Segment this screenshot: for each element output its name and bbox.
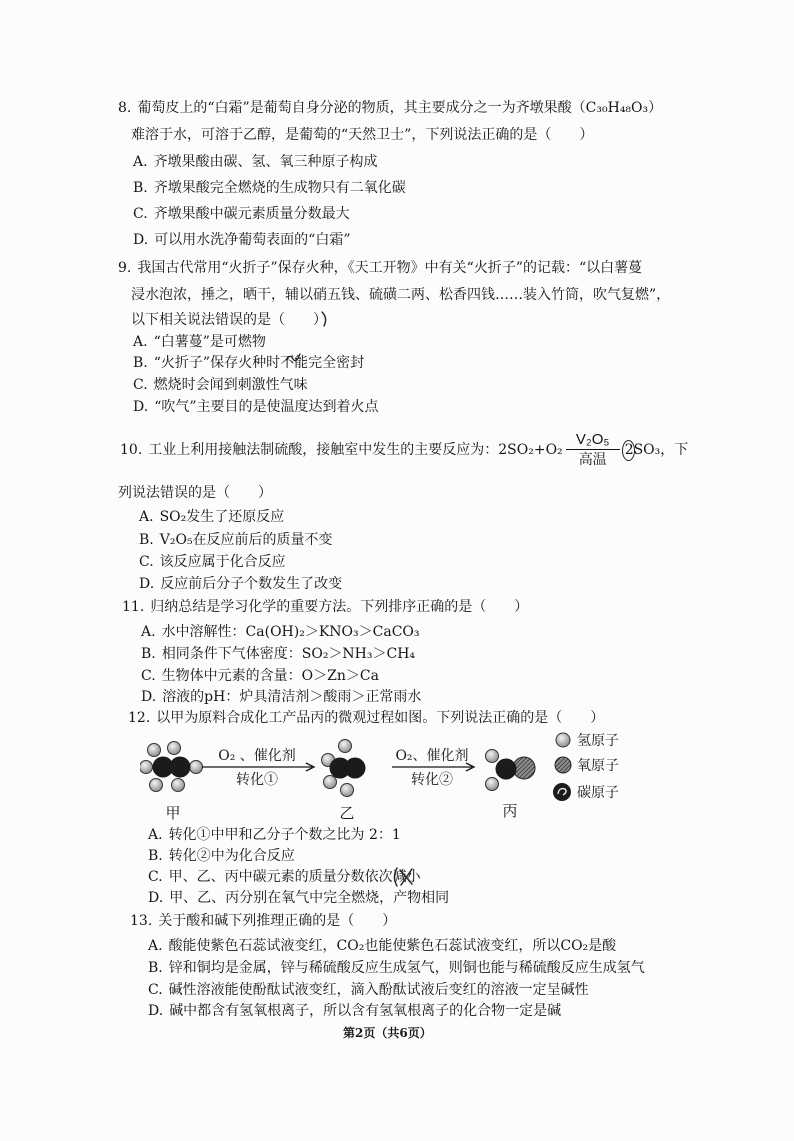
handwritten-cross-mark (392, 866, 416, 888)
option-text: 甲、乙、丙分别在氧气中完全燃烧，产物相同 (169, 890, 450, 906)
question-number: 11. (122, 599, 145, 615)
option-letter: A. (133, 334, 148, 350)
option-text: 甲、乙、丙中碳元素的质量分数依次减小 (168, 869, 421, 885)
step-1-reagents: O₂ 、催化剂 (218, 748, 296, 764)
carbon-atom (496, 759, 517, 780)
option-letter: A. (148, 827, 163, 843)
question-stem-text: 关于酸和碱下列推理正确的是（ ） (158, 913, 397, 929)
option-letter: B. (133, 355, 148, 371)
step-2-label: 转化② (411, 772, 453, 788)
question-12-option-a (148, 827, 401, 843)
question-8-option-c (133, 206, 350, 222)
option-letter: A. (133, 154, 148, 170)
option-letter: B. (133, 180, 148, 196)
option-letter: B. (141, 646, 156, 662)
molecule-bing (486, 750, 536, 791)
page-number-footer: 第2页（共6页） (343, 1026, 432, 1040)
substance-label-bing: 丙 (502, 802, 518, 820)
question-stem-text: 以甲为原料合成化工产品丙的微观过程如图。下列说法正确的是（ ） (156, 710, 605, 726)
question-9-stem-line-3: 以下相关说法错误的是（ ） (131, 312, 327, 328)
question-10-option-c (139, 554, 286, 570)
equation-condition: 高温 (578, 452, 607, 468)
question-12-stem (128, 710, 604, 726)
hydrogen-atom-icon (556, 733, 570, 747)
reaction-diagram (140, 728, 660, 828)
option-text: 齐墩果酸完全燃烧的生成物只有二氧化碳 (153, 180, 406, 196)
carbon-atom-icon (553, 783, 571, 801)
hydrogen-atom (150, 779, 163, 792)
question-12-option-b (148, 848, 295, 864)
option-letter: D. (148, 890, 164, 906)
question-stem-text-tail: ，下 (660, 442, 689, 458)
equation-catalyst: V₂O₅ (575, 431, 610, 448)
hydrogen-atom (140, 761, 153, 774)
equation-product: 2SO₃ (624, 442, 661, 458)
hydrogen-atom (486, 750, 499, 763)
question-13-option-a (148, 938, 616, 954)
question-11-option-b (141, 646, 415, 662)
option-text: “白薯蔓”是可燃物 (153, 334, 266, 350)
option-text: 燃烧时会闻到刺激性气味 (153, 377, 308, 393)
question-11-option-d (141, 689, 421, 705)
question-13-option-c (148, 982, 589, 998)
option-text: 锌和铜均是金属，锌与稀硫酸反应生成氢气，则铜也能与稀硫酸反应生成氢气 (168, 960, 645, 976)
option-text: 酸能使紫色石蕊试液变红，CO₂也能使紫色石蕊试液变红，所以CO₂是酸 (168, 938, 617, 954)
legend-label-carbon: 碳原子 (577, 785, 619, 801)
oxygen-atom-icon (555, 757, 571, 773)
option-letter: D. (139, 576, 155, 592)
option-letter: C. (133, 377, 148, 393)
question-9-option-b (133, 355, 364, 371)
option-letter: D. (148, 1003, 164, 1019)
question-12-option-c (148, 869, 421, 885)
option-letter: B. (139, 532, 154, 548)
molecule-yi (322, 740, 366, 797)
question-9-stem-line-2: 浸水泡浓，捶之，晒干，辅以硝五钱、硫磺二两、松香四钱……装入竹筒，吹气复燃”， (131, 287, 671, 303)
question-number: 8. (118, 100, 132, 116)
question-stem-text: 我国古代常用“火折子”保存火种，《天工开物》中有关“火折子”的记载：“以白薯蔓 (137, 260, 643, 276)
question-10-option-b (139, 532, 333, 548)
question-13-option-b (148, 960, 645, 976)
option-text: 碱中都含有氢氧根离子，所以含有氢氧根离子的化合物一定是碱 (169, 1003, 562, 1019)
hydrogen-atom (339, 740, 352, 753)
hydrogen-atom (341, 784, 354, 797)
option-letter: A. (141, 624, 156, 640)
option-letter: D. (141, 689, 157, 705)
step-1-label: 转化① (236, 772, 278, 788)
hydrogen-atom (148, 744, 161, 757)
question-10-stem-line-1 (120, 430, 688, 470)
option-text: 转化②中为化合反应 (168, 848, 295, 864)
carbon-atom (170, 757, 191, 778)
molecule-jia (140, 742, 203, 792)
step-2-reagents: O₂、催化剂 (395, 748, 469, 764)
option-letter: D. (133, 232, 149, 248)
question-9-option-d (133, 399, 379, 415)
option-text: 转化①中甲和乙分子个数之比为 2：1 (168, 827, 401, 843)
option-text: 反应前后分子个数发生了改变 (160, 576, 343, 592)
question-10-option-d (139, 576, 342, 592)
legend-label-oxygen: 氧原子 (577, 758, 619, 774)
reaction-arrow-step-1 (202, 747, 314, 788)
option-text: 齐墩果酸中碳元素质量分数最大 (153, 206, 350, 222)
option-letter: C. (133, 206, 148, 222)
question-stem-text: 归纳总结是学习化学的重要方法。下列排序正确的是（ ） (150, 599, 529, 615)
option-text: 相同条件下气体密度：SO₂＞NH₃＞CH₄ (161, 646, 416, 662)
question-13-option-d (148, 1003, 561, 1019)
option-letter: B. (148, 848, 163, 864)
hydrogen-atom (190, 761, 203, 774)
question-11-option-c (141, 668, 379, 684)
question-9-option-a (133, 334, 266, 350)
question-10-option-a (139, 509, 284, 525)
option-letter: C. (141, 668, 156, 684)
substance-label-jia: 甲 (165, 804, 181, 822)
question-number: 9. (118, 260, 132, 276)
carbon-atom (345, 758, 366, 779)
option-text: 齐墩果酸由碳、氢、氧三种原子构成 (153, 154, 378, 170)
option-text: 水中溶解性：Ca(OH)₂＞KNO₃＞CaCO₃ (161, 624, 420, 640)
option-text: 该反应属于化合反应 (159, 554, 286, 570)
hydrogen-atom (486, 778, 499, 791)
equation-reactants: 2SO₂+O₂ (498, 442, 563, 458)
question-number: 10. (120, 442, 143, 458)
option-text: 生物体中元素的含量：O＞Zn＞Ca (161, 668, 379, 684)
question-8-stem-line-2: 难溶于水，可溶于乙醇，是葡萄的“天然卫士”，下列说法正确的是（ ） (131, 127, 594, 143)
hydrogen-atom (324, 776, 337, 789)
question-9-stem-line-1 (118, 260, 642, 276)
option-letter: A. (148, 938, 163, 954)
hydrogen-atom (172, 779, 185, 792)
question-11-stem (122, 599, 528, 615)
option-letter: C. (148, 982, 163, 998)
substance-label-yi: 乙 (339, 804, 355, 822)
question-stem-text: 葡萄皮上的“白霜”是葡萄自身分泌的物质，其主要成分之一为齐墩果酸（C₃₀H₄₈O₃） (137, 100, 663, 116)
question-number: 13. (130, 913, 153, 929)
question-9-option-c (133, 377, 308, 393)
question-8-stem-line-1 (118, 100, 662, 116)
option-text: 溶液的pH：炉具清洁剂＞酸雨＞正常雨水 (162, 689, 422, 705)
option-text: 可以用水洗净葡萄表面的“白霜” (154, 232, 351, 248)
hydrogen-atom (168, 742, 181, 755)
equation-reaction-condition (566, 432, 620, 468)
question-8-option-b (133, 180, 406, 196)
option-text: “火折子”保存火种时不能完全密封 (153, 355, 365, 371)
question-8-option-d (133, 232, 351, 248)
legend-label-hydrogen: 氢原子 (577, 733, 619, 749)
option-text: “吹气”主要目的是使温度达到着火点 (154, 399, 379, 415)
handwritten-answer-mark (318, 310, 332, 328)
option-text: 碱性溶液能使酚酞试液变红，滴入酚酞试液后变红的溶液一定呈碱性 (168, 982, 589, 998)
question-number: 12. (128, 710, 151, 726)
equation-equals-bar (566, 449, 620, 450)
question-8-option-a (133, 154, 378, 170)
handwritten-scribble-mark (285, 350, 303, 368)
option-letter: A. (139, 509, 154, 525)
question-10-stem-line-2: 列说法错误的是（ ） (118, 485, 272, 501)
question-12-option-d (148, 890, 449, 906)
reaction-arrow-step-2 (392, 747, 474, 788)
option-text: V₂O₅在反应前后的质量不变 (159, 532, 333, 548)
option-text: SO₂发生了还原反应 (159, 509, 285, 525)
question-13-stem (130, 913, 396, 929)
question-stem-text: 工业上利用接触法制硫酸，接触室中发生的主要反应为： (148, 442, 499, 458)
option-letter: C. (148, 869, 163, 885)
option-letter: C. (139, 554, 154, 570)
option-letter: B. (148, 960, 163, 976)
diagram-legend (553, 733, 619, 801)
question-11-option-a (141, 624, 420, 640)
option-letter: D. (133, 399, 149, 415)
